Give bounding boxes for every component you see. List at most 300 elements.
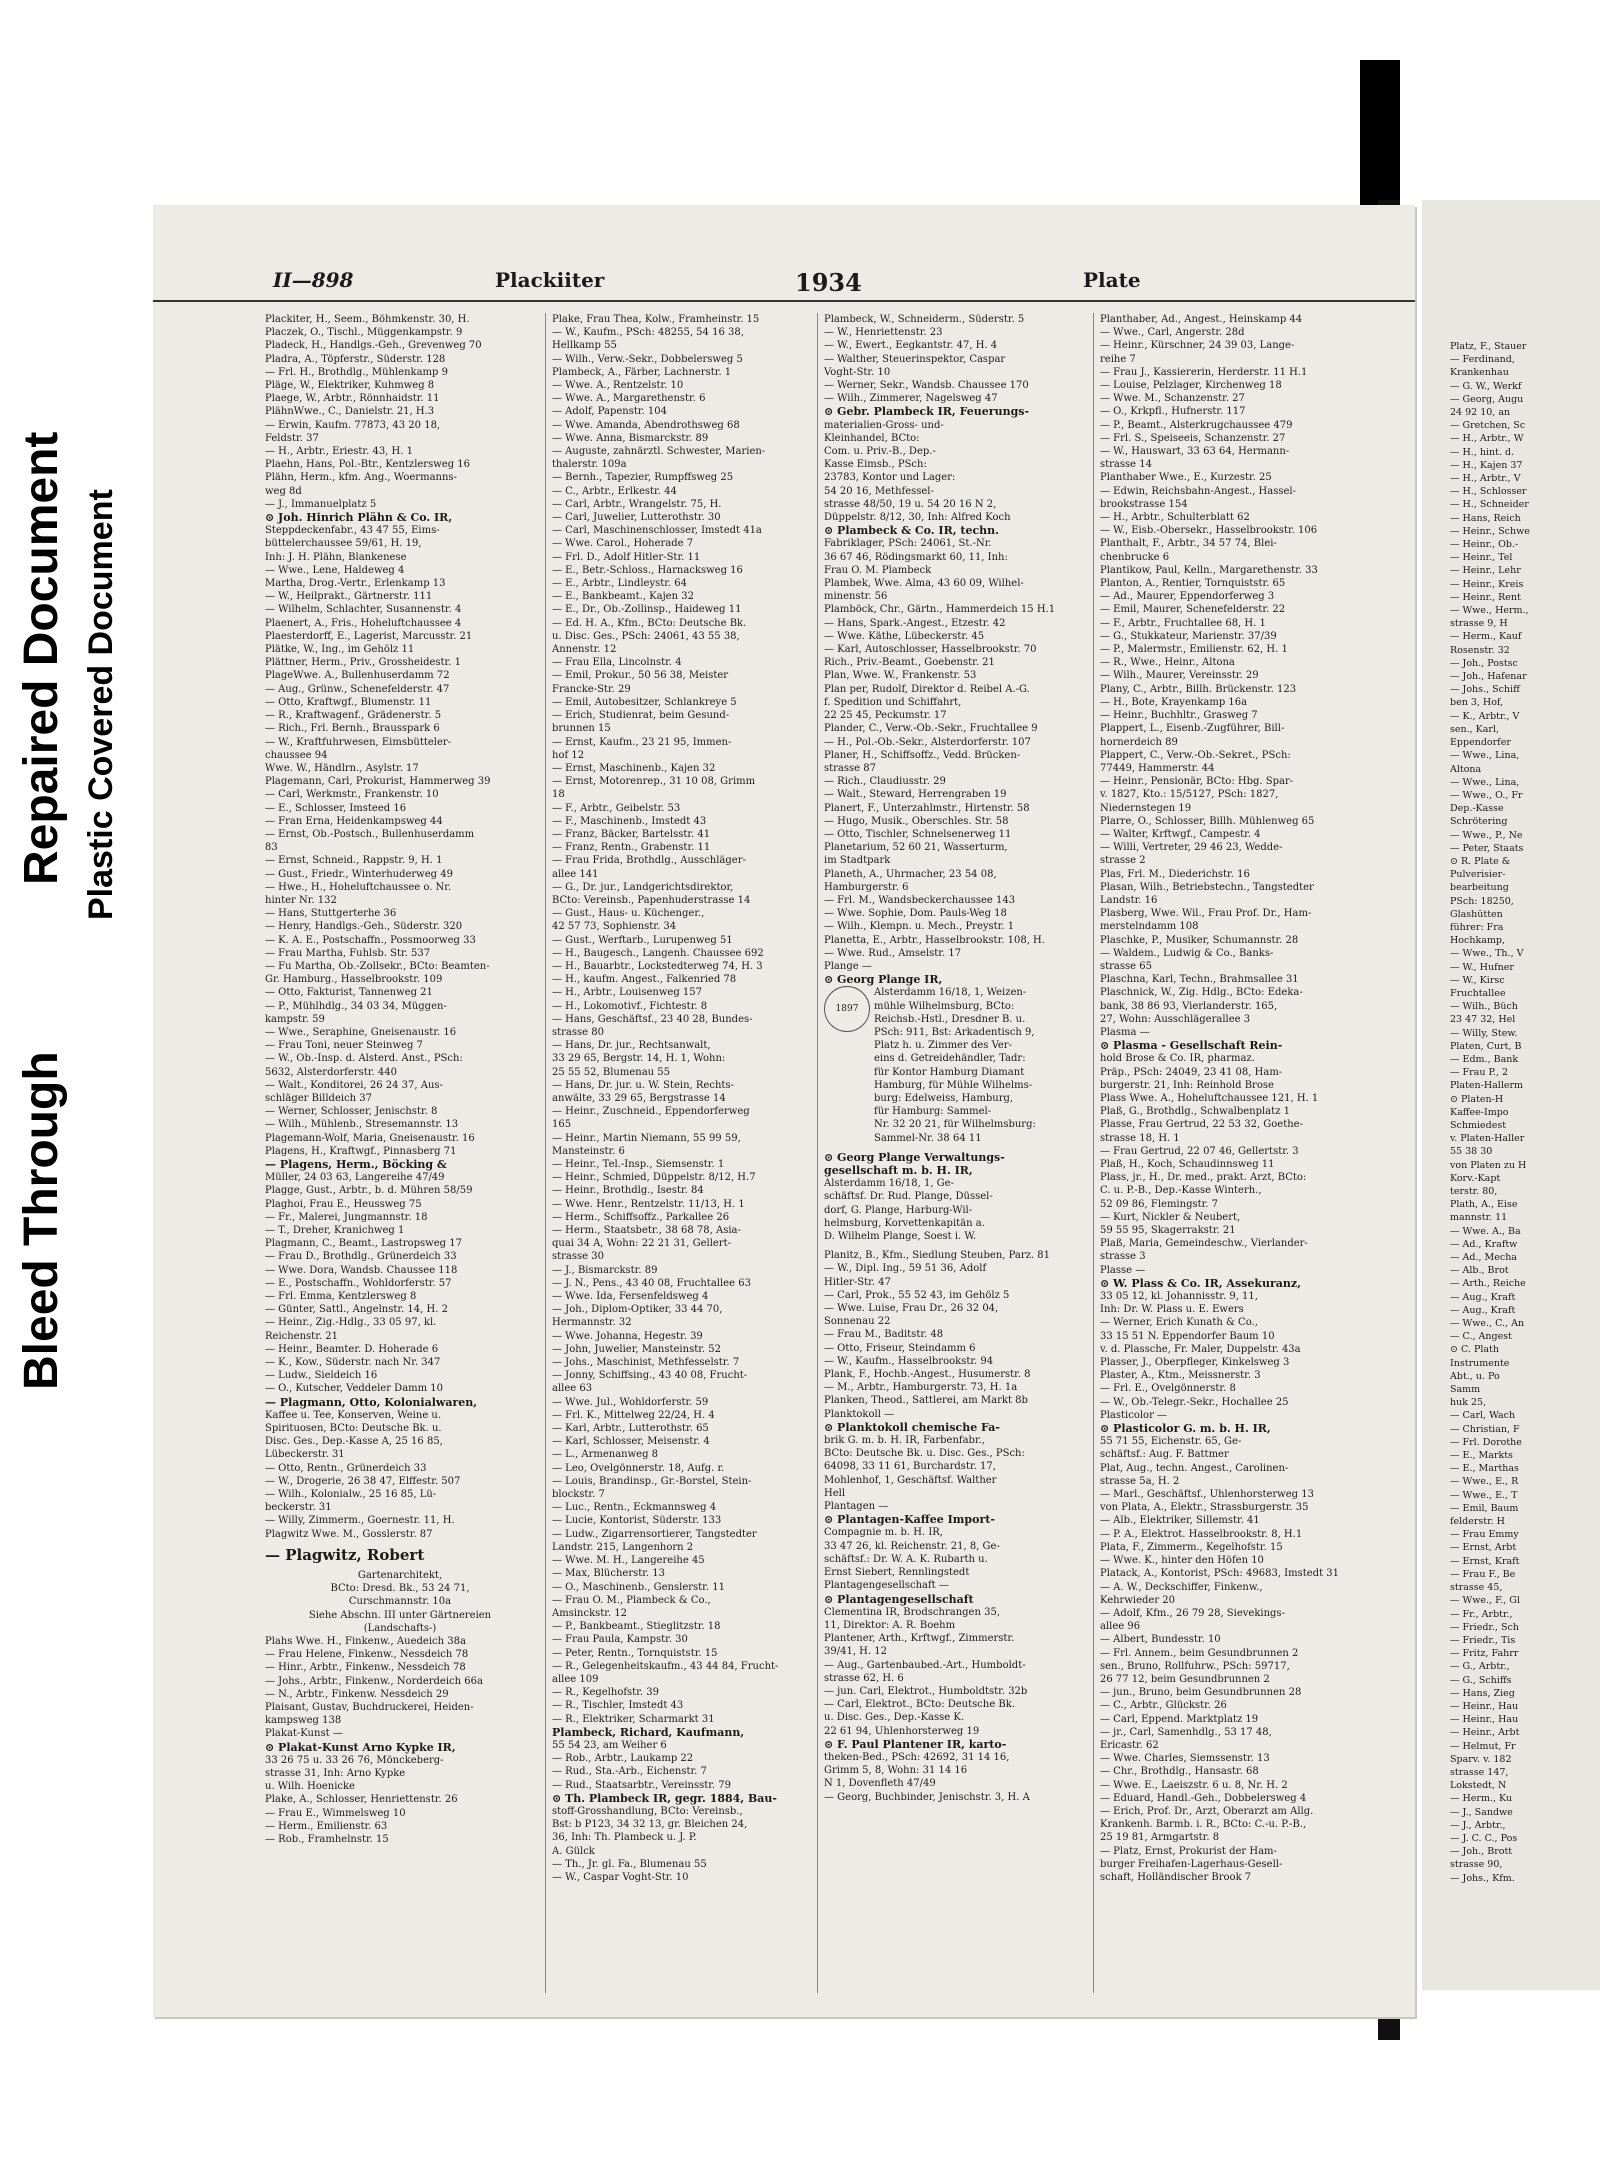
directory-entry: Plaß, H., Koch, Schaudinnsweg 11 xyxy=(1100,1159,1275,1170)
directory-entry: — Frau E., Wimmelsweg 10 xyxy=(265,1807,406,1819)
directory-entry: — Herm., Schiffsoffz., Parkallee 26 xyxy=(552,1211,730,1223)
directory-entry: — Gust., Friedr., Winterhuderweg 49 xyxy=(265,868,453,880)
directory-entry: — H., Arbtr., Eriestr. 43, H. 1 xyxy=(265,446,413,458)
directory-entry: — G., Stukkateur, Marienstr. 37/39 xyxy=(1100,630,1277,642)
directory-entry: — Ed. H. A., Kfm., BCto: Deutsche Bk. xyxy=(552,617,747,629)
directory-entry: PSch: 911, Bst: Arkadentisch 9, xyxy=(874,1026,1035,1038)
directory-entry: — W., Ob.-Insp. d. Alsterd. Anst., PSch: xyxy=(265,1053,463,1065)
directory-entry: Plättner, Herm., Priv., Grossheidestr. 1 xyxy=(265,657,461,669)
directory-entry: — Erwin, Kaufm. 77873, 43 20 18, xyxy=(265,419,441,431)
directory-entry: Plaisant, Gustav, Buchdruckerei, Heiden- xyxy=(265,1701,474,1713)
directory-entry: — Walt., Konditorei, 26 24 37, Aus- xyxy=(265,1079,443,1091)
directory-entry: Hamburg, für Mühle Wilhelms- xyxy=(874,1079,1033,1091)
directory-entry: — Herm., Kauf xyxy=(1450,631,1522,643)
directory-entry: ⊙ Plakat-Kunst Arno Kypke IR, xyxy=(265,1740,456,1754)
directory-entry: Plaehn, Hans, Pol.-Btr., Kentzlersweg 16 xyxy=(265,459,470,471)
directory-entry: — W., Heilprakt., Gärtnerstr. 111 xyxy=(265,591,433,603)
directory-entry: — Johs., Maschinist, Methfesselstr. 7 xyxy=(552,1357,740,1369)
directory-entry: — Georg, Augu xyxy=(1450,393,1524,405)
directory-entry: — Joh., Brott xyxy=(1450,1846,1513,1858)
directory-entry: — W., Eisb.-Obersekr., Hasselbrookstr. 106 xyxy=(1100,525,1318,537)
directory-entry: Inh: Dr. W. Plass u. E. Ewers xyxy=(1100,1304,1244,1316)
directory-entry: 165 xyxy=(552,1119,572,1131)
directory-entry: beckerstr. 31 xyxy=(265,1502,332,1514)
directory-entry: — Ernst, Schneid., Rappstr. 9, H. 1 xyxy=(265,855,443,867)
directory-entry: — E., Markts xyxy=(1450,1450,1513,1462)
directory-entry: — Heinr., Martin Niemann, 55 99 59, xyxy=(552,1132,741,1144)
directory-entry: — Wwe. E., Laeiszstr. 6 u. 8, Nr. H. 2 xyxy=(1100,1779,1288,1791)
directory-entry: — Wilh., Mühlenb., Stresemannstr. 13 xyxy=(265,1119,459,1131)
directory-entry: Plagemann, Carl, Prokurist, Hammerweg 39 xyxy=(265,776,491,788)
directory-entry: — Kurt, Nickler & Neubert, xyxy=(1100,1211,1241,1223)
directory-entry: — Frau Paula, Kampstr. 30 xyxy=(552,1634,688,1646)
directory-entry: — P., Beamt., Alsterkrugchaussee 479 xyxy=(1100,419,1293,431)
directory-entry: — Carl, Arbtr., Wrangelstr. 75, H. xyxy=(552,498,722,510)
directory-entry: — Franz, Bäcker, Bartelsstr. 41 xyxy=(552,828,711,840)
directory-entry: ben 3, Hof, xyxy=(1450,697,1504,709)
directory-entry: — Heinr., Lehr xyxy=(1450,565,1521,577)
directory-entry: — Johs., Kfm. xyxy=(1450,1872,1515,1884)
directory-entry: — L., Armenanweg 8 xyxy=(552,1449,659,1461)
directory-entry: Plagge, Gust., Arbtr., b. d. Mühren 58/59 xyxy=(265,1185,473,1197)
directory-entry: — Wwe. Carol., Hoherade 7 xyxy=(552,538,694,550)
directory-entry: — Wwe. Dora, Wandsb. Chaussee 118 xyxy=(265,1264,458,1276)
directory-entry: — Emil, Maurer, Schenefelderstr. 22 xyxy=(1100,604,1286,616)
directory-entry: mannstr. 11 xyxy=(1450,1212,1508,1224)
directory-entry: — H., Arbtr., W xyxy=(1450,433,1524,445)
directory-entry: Plantagen — xyxy=(824,1501,889,1513)
directory-entry: Spirituosen, BCto: Deutsche Bk. u. xyxy=(265,1423,442,1435)
directory-entry: 55 38 30 xyxy=(1450,1146,1493,1158)
directory-entry: 25 55 52, Blumenau 55 xyxy=(552,1066,671,1078)
column-3-bottom xyxy=(824,1249,1090,1804)
directory-entry: — C., Arbtr., Glückstr. 26 xyxy=(1100,1700,1227,1712)
directory-entry: allee 63 xyxy=(552,1383,593,1395)
directory-entry: 52 09 86, Flemingstr. 7 xyxy=(1100,1198,1219,1210)
directory-entry: — Edwin, Reichsbahn-Angest., Hassel- xyxy=(1100,485,1296,497)
directory-entry: — Frl. D., Adolf Hitler-Str. 11 xyxy=(552,551,701,563)
directory-entry: 23783, Kontor und Lager: xyxy=(824,472,956,484)
header-last-word: Plate xyxy=(1083,268,1141,292)
directory-entry: — W., Caspar Voght-Str. 10 xyxy=(552,1871,689,1883)
directory-entry: — Hans, Zieg xyxy=(1450,1687,1515,1699)
directory-entry: Instrumente xyxy=(1450,1357,1510,1369)
directory-entry: Altona xyxy=(1450,763,1482,775)
directory-entry: — Wwe. M. H., Langereihe 45 xyxy=(552,1555,705,1567)
directory-entry: — Wilh., Kolonialw., 25 16 85, Lü- xyxy=(265,1489,437,1501)
directory-entry: — Frl. M., Wandsbeckerchaussee 143 xyxy=(824,894,1016,906)
directory-entry: strasse 30 xyxy=(552,1251,604,1263)
directory-entry: — Herm., Emilienstr. 63 xyxy=(265,1820,388,1832)
directory-entry: Frau O. M. Plambeck xyxy=(824,564,932,576)
directory-entry: — W., Kaufm., PSch: 48255, 54 16 38, xyxy=(552,327,744,339)
directory-entry: anwälte, 33 29 65, Bergstrasse 14 xyxy=(552,1092,726,1104)
directory-entry: Krankenh. Barmb. i. R., BCto: C.-u. P.-B., xyxy=(1100,1819,1307,1831)
directory-entry: felderstr. H xyxy=(1450,1516,1505,1528)
directory-entry: — R., Gelegenheitskaufm., 43 44 84, Frucht- xyxy=(552,1660,779,1672)
directory-entry: — T., Dreher, Kranichweg 1 xyxy=(265,1225,405,1237)
directory-entry: Planer, H., Schiffsoffz., Vedd. Brücken- xyxy=(824,749,1021,761)
directory-entry: — Frl. S., Speiseeis, Schanzenstr. 27 xyxy=(1100,432,1286,444)
feature-plange-verwaltung-name: ⊙ Georg Plange Verwaltungs- xyxy=(824,1150,1005,1164)
directory-entry: BCto: Deutsche Bk. u. Disc. Ges., PSch: xyxy=(824,1448,1025,1460)
directory-entry: Düppelstr. 8/12, 30, Inh: Alfred Koch xyxy=(824,512,1011,524)
directory-entry: — Günter, Sattl., Angelnstr. 14, H. 2 xyxy=(265,1304,448,1316)
directory-entry: — Wwe. Ida, Fersenfeldsweg 4 xyxy=(552,1291,709,1303)
directory-entry: — Wwe., E., R xyxy=(1450,1476,1519,1488)
directory-entry: — Waldem., Ludwig & Co., Banks- xyxy=(1100,947,1274,959)
directory-entry: Hell xyxy=(824,1487,846,1499)
directory-entry: — Hans, Reich xyxy=(1450,512,1521,524)
directory-entry: Plaege, W., Arbtr., Rönnhaidstr. 11 xyxy=(265,393,440,405)
directory-entry: hof 12 xyxy=(552,749,585,761)
directory-entry: — Max, Blücherstr. 13 xyxy=(552,1568,666,1580)
directory-entry: — Wilh., Klempn. u. Mech., Preystr. 1 xyxy=(824,921,1015,933)
directory-entry: — Ferdinand, xyxy=(1450,354,1515,366)
directory-entry: huk 25, xyxy=(1450,1397,1487,1409)
directory-entry: kampstr. 59 xyxy=(265,1013,325,1025)
directory-entry: Plagens, H., Kraftwgf., Pinnasberg 71 xyxy=(265,1145,457,1157)
directory-entry: — Frau Emmy xyxy=(1450,1529,1519,1541)
column-2-entries xyxy=(552,313,814,1884)
directory-entry: C. u. P.-B., Dep.-Kasse Winterh., xyxy=(1100,1185,1262,1197)
directory-entry: Plaenert, A., Fris., Hoheluftchaussee 4 xyxy=(265,617,462,629)
directory-entry: — Henry, Handlgs.-Geh., Süderstr. 320 xyxy=(265,921,463,933)
directory-entry: 5632, Alsterdorferstr. 440 xyxy=(265,1066,397,1078)
directory-entry: Plasse — xyxy=(1100,1264,1146,1276)
directory-entry: — Heinr., Rent xyxy=(1450,591,1521,603)
directory-entry: — W., Dipl. Ing., 59 51 36, Adolf xyxy=(824,1263,987,1275)
directory-entry: ⊙ W. Plass & Co. IR, Assekuranz, xyxy=(1100,1276,1301,1290)
directory-entry: 39/41, H. 12 xyxy=(824,1646,887,1658)
directory-entry: — Eduard, Handl.-Geh., Dobbelersweg 4 xyxy=(1100,1792,1307,1804)
feature-plagwitz-name: — Plagwitz, Robert xyxy=(265,1545,425,1564)
directory-entry: — Wilh., Verw.-Sekr., Dobbelersweg 5 xyxy=(552,353,743,365)
directory-entry: Plake, A., Schlosser, Henriettenstr. 26 xyxy=(265,1794,458,1806)
directory-entry: thalerstr. 109a xyxy=(552,459,627,471)
directory-entry: — R., Elektriker, Scharmarkt 31 xyxy=(552,1713,715,1725)
directory-entry: — Otto, Tischler, Schnelsenerweg 11 xyxy=(824,828,1012,840)
directory-entry: — jun., Bruno, beim Gesundbrunnen 28 xyxy=(1100,1687,1302,1699)
directory-entry: schäftsf.: Aug. F. Battmer xyxy=(1100,1449,1229,1461)
directory-entry: — Johs., Schiff xyxy=(1450,684,1520,696)
directory-entry: — Wwe. Charles, Siemssenstr. 13 xyxy=(1100,1753,1270,1765)
directory-entry: 24 92 10, an xyxy=(1450,407,1511,419)
directory-entry: — Heinr., Hau xyxy=(1450,1714,1519,1726)
directory-entry: — W., Ewert., Eegkantstr. 47, H. 4 xyxy=(824,340,998,352)
directory-entry: — Rud., Sta.-Arb., Eichenstr. 7 xyxy=(552,1766,707,1778)
directory-entry: büttelerchaussee 59/61, H. 19, xyxy=(265,538,422,550)
directory-entry: Bst: b P123, 34 32 13, gr. Bleichen 24, xyxy=(552,1819,748,1831)
directory-entry: Platz h. u. Zimmer des Ver- xyxy=(874,1040,1012,1052)
directory-entry: — Heinr., Tel.-Insp., Siemsenstr. 1 xyxy=(552,1159,725,1170)
directory-entry: Pladeck, H., Handlgs.-Geh., Grevenweg 70 xyxy=(265,340,482,352)
directory-entry: Plake, Frau Thea, Kolw., Framheinstr. 15 xyxy=(552,314,760,325)
directory-entry: Planert, F., Unterzahlmstr., Hirtenstr. 58 xyxy=(824,802,1030,814)
directory-entry: Inh: J. H. Plähn, Blankenese xyxy=(265,551,407,563)
adjacent-page-fragment xyxy=(1422,200,1600,1990)
directory-entry: — E., Postschaffn., Wohldorferstr. 57 xyxy=(265,1277,452,1289)
directory-entry: Plakat-Kunst — xyxy=(265,1728,343,1740)
directory-entry: — Christian, F xyxy=(1450,1423,1520,1435)
directory-entry: Alsterdamm 16/18, 1, Weizen- xyxy=(874,987,1027,999)
directory-entry: Plaschnick, W., Zig. Hdlg., BCto: Edeka- xyxy=(1100,987,1303,999)
directory-entry: v. 1827, Kto.: 15/5127, PSch: 1827, xyxy=(1100,789,1279,801)
directory-entry: — F., Maschinenb., Imstedt 43 xyxy=(552,815,707,827)
directory-entry: — E., Betr.-Schloss., Harnacksweg 16 xyxy=(552,564,743,576)
directory-entry: Plasse, Frau Gertrud, 22 53 32, Goethe- xyxy=(1100,1119,1303,1131)
directory-entry: — Hans, Dr. jur., Rechtsanwalt, xyxy=(552,1040,711,1052)
directory-entry: Müller, 24 03 63, Langereihe 47/49 xyxy=(265,1172,445,1184)
directory-entry: — Frau Martha, Fuhlsb. Str. 537 xyxy=(265,947,431,959)
directory-entry: — Wwe., F., Gl xyxy=(1450,1595,1520,1607)
directory-entry: hornerdeich 89 xyxy=(1100,736,1178,748)
directory-entry: von Platen zu H xyxy=(1450,1159,1527,1171)
directory-entry: stoff-Grosshandlung, BCto: Vereinsb., xyxy=(552,1805,743,1817)
directory-entry: — H., Pol.-Ob.-Sekr., Alsterdorferstr. 107 xyxy=(824,736,1031,748)
directory-entry: eins d. Getreidehändler, Tadr: xyxy=(874,1053,1026,1065)
directory-entry: strasse 3 xyxy=(1100,1251,1146,1263)
directory-entry: — Carl, Maschinenschlosser, Imstedt 41a xyxy=(552,525,762,537)
directory-entry: Landstr. 16 xyxy=(1100,894,1158,906)
directory-entry: — Carl, Werkmstr., Frankenstr. 10 xyxy=(265,789,439,801)
directory-entry: Abt., u. Po xyxy=(1450,1370,1500,1382)
directory-entry: — Wwe., Carl, Angerstr. 28d xyxy=(1100,327,1245,339)
directory-entry: — E., Marthas xyxy=(1450,1463,1519,1475)
directory-entry: — P., Malermstr., Emilienstr. 62, H. 1 xyxy=(1100,644,1288,656)
directory-entry: Plander, C., Verw.-Ob.-Sekr., Fruchtallee 9 xyxy=(824,723,1038,735)
directory-entry: Rich., Priv.-Beamt., Goebenstr. 21 xyxy=(824,657,995,669)
directory-entry: — Albert, Bundesstr. 10 xyxy=(1100,1634,1221,1646)
directory-entry: — G., Arbtr., xyxy=(1450,1661,1510,1673)
directory-entry: Placzek, O., Tischl., Müggenkampstr. 9 xyxy=(265,327,463,339)
feature-georg-plange-lines xyxy=(874,986,1036,1144)
directory-entry: — Frau J., Kassiererin, Herderstr. 11 H.1 xyxy=(1100,366,1308,378)
directory-entry: — G. W., Werkf xyxy=(1450,380,1522,392)
directory-entry: Krankenhau xyxy=(1450,367,1509,379)
directory-entry: Präp., PSch: 24049, 23 41 08, Ham- xyxy=(1100,1066,1283,1078)
directory-entry: — Jonny, Schiffsing., 43 40 08, Frucht- xyxy=(552,1370,748,1382)
directory-entry: — Ad., Mecha xyxy=(1450,1252,1517,1264)
directory-entry: — Johs., Arbtr., Finkenw., Norderdeich 66a xyxy=(265,1675,483,1687)
directory-entry: — G., Schiffs xyxy=(1450,1674,1512,1686)
directory-entry: Kaffee u. Tee, Konserven, Weine u. xyxy=(265,1409,442,1421)
directory-entry: Plan, Wwe. W., Frankenstr. 53 xyxy=(824,670,977,682)
directory-entry: Amsinckstr. 12 xyxy=(552,1607,628,1619)
directory-entry: — H., kaufm. Angest., Falkenried 78 xyxy=(552,974,737,986)
directory-entry: Hermannstr. 32 xyxy=(552,1317,632,1329)
directory-entry: Gr. Hamburg., Hasselbrookstr. 109 xyxy=(265,974,443,986)
directory-entry: — H., Schneider xyxy=(1450,499,1529,511)
directory-entry: von Plata, A., Elektr., Strassburgerstr. 35 xyxy=(1100,1502,1309,1514)
directory-entry: — Carl, Prok., 55 52 43, im Gehölz 5 xyxy=(824,1289,1010,1301)
directory-entry: 77449, Hammerstr. 44 xyxy=(1100,762,1215,774)
directory-entry: Plambek, Wwe. Alma, 43 60 09, Wilhel- xyxy=(824,578,1024,590)
directory-entry: Curschmannstr. 10a xyxy=(348,1596,452,1608)
directory-entry: Plaster, A., Ktm., Meissnerstr. 3 xyxy=(1100,1370,1261,1382)
directory-entry: ⊙ Plambeck & Co. IR, techn. xyxy=(824,524,999,538)
directory-entry: — Aug., Gartenbaubed.-Art., Humboldt- xyxy=(824,1659,1026,1671)
directory-entry: Plantikow, Paul, Kelln., Margarethenstr. 33 xyxy=(1100,564,1318,576)
directory-entry: allee 96 xyxy=(1100,1621,1141,1633)
directory-entry: 54 20 16, Methfessel- xyxy=(824,485,934,497)
directory-entry: — Wwe. Anna, Bismarckstr. 89 xyxy=(552,432,709,444)
directory-entry: minenstr. 56 xyxy=(824,591,888,603)
directory-entry: Grimm 5, 8, Wohn: 31 14 16 xyxy=(824,1765,968,1777)
directory-entry: schaft, Holländischer Brook 7 xyxy=(1100,1871,1252,1883)
directory-entry: schäftsf.: Dr. W. A. K. Rubarth u. xyxy=(824,1553,988,1565)
directory-entry: strasse 2 xyxy=(1100,855,1146,867)
directory-entry: allee 141 xyxy=(552,868,599,880)
directory-entry: Mansteinstr. 6 xyxy=(552,1145,625,1157)
directory-entry: Pulverisier- xyxy=(1450,869,1506,881)
directory-entry: — W., Kraftfuhrwesen, Eimsbütteler- xyxy=(265,736,452,748)
directory-entry: N 1, Dovenfleth 47/49 xyxy=(824,1778,936,1790)
directory-entry: — Wwe., E., T xyxy=(1450,1489,1518,1501)
directory-entry: — Peter, Staats xyxy=(1450,842,1524,854)
directory-entry: reihe 7 xyxy=(1100,353,1136,365)
directory-entry: Fabriklager, PSch: 24061, St.-Nr. xyxy=(824,538,992,550)
directory-entry: 83 xyxy=(265,842,278,854)
directory-entry: 55 54 23, am Weiher 6 xyxy=(552,1739,667,1751)
directory-entry: Plaschna, Karl, Techn., Brahmsallee 31 xyxy=(1100,974,1299,986)
directory-entry: — John, Juwelier, Mansteinstr. 52 xyxy=(552,1343,721,1355)
directory-entry: — Frl. Emma, Kentzlersweg 8 xyxy=(265,1291,417,1303)
directory-entry: — Herm., Staatsbetr., 38 68 78, Asia- xyxy=(552,1225,741,1237)
directory-entry: — Friedr., Tis xyxy=(1450,1634,1516,1646)
directory-entry: ⊙ Joh. Hinrich Plähn & Co. IR, xyxy=(265,511,453,525)
directory-entry: — Fr., Malerei, Jungmannstr. 18 xyxy=(265,1211,428,1223)
directory-entry: — Heinr., Tel xyxy=(1450,552,1513,564)
directory-entry: — J., Arbtr., xyxy=(1450,1819,1506,1831)
directory-entry: — Wwe. Käthe, Lübeckerstr. 45 xyxy=(824,630,985,642)
directory-entry: — Otto, Fakturist, Tannenweg 21 xyxy=(265,987,433,999)
directory-entry: PlageWwe. A., Bullenhuserdamm 72 xyxy=(265,670,450,682)
directory-entry: Plambeck, W., Schneiderm., Süderstr. 5 xyxy=(824,314,1025,325)
directory-entry: — R., Kegelhofstr. 39 xyxy=(552,1687,659,1699)
directory-entry: chaussee 94 xyxy=(265,749,328,761)
directory-entry: — Alb., Brot xyxy=(1450,1265,1509,1277)
directory-entry: — Otto, Rentn., Grünerdeich 33 xyxy=(265,1462,427,1474)
directory-entry: — Platz, Ernst, Prokurist der Ham- xyxy=(1100,1845,1277,1857)
directory-entry: — Wwe. Johanna, Hegestr. 39 xyxy=(552,1330,703,1342)
directory-entry: Platack, A., Kontorist, PSch: 49683, Imstedt 31 xyxy=(1100,1568,1339,1580)
directory-entry: strasse 48/50, 19 u. 54 20 16 N 2, xyxy=(824,498,997,510)
directory-entry: Reichenstr. 21 xyxy=(265,1330,338,1342)
directory-entry: Disc. Ges., Dep.-Kasse A, 25 16 85, xyxy=(265,1436,443,1448)
directory-entry: 33 29 65, Bergstr. 14, H. 1, Wohn: xyxy=(552,1053,726,1065)
tag-repaired-document: Repaired Document xyxy=(15,431,68,885)
directory-entry: Fruchtallee xyxy=(1450,987,1506,999)
directory-entry: — Hans, Stuttgerterhe 36 xyxy=(265,908,397,920)
directory-entry: burgerstr. 21, Inh: Reinhold Brose xyxy=(1100,1079,1274,1091)
directory-entry: — W., Ob.-Telegr.-Sekr., Hochallee 25 xyxy=(1100,1396,1289,1408)
directory-entry: — Willy, Zimmerm., Goernestr. 11, H. xyxy=(265,1515,455,1527)
directory-entry: ⊙ Th. Plambeck IR, gegr. 1884, Bau- xyxy=(552,1791,777,1805)
directory-entry: Planton, A., Rentier, Tornquiststr. 65 xyxy=(1100,578,1286,590)
directory-entry: — Heinr., Zig.-Hdlg., 33 05 97, kl. xyxy=(265,1317,437,1329)
tag-bleed-through: Bleed Through xyxy=(15,1051,68,1390)
directory-entry: Mohlenhof, 1, Geschäftsf. Walther xyxy=(824,1474,997,1486)
directory-entry: schläger Billdeich 37 xyxy=(265,1092,373,1104)
directory-entry: chenbrucke 6 xyxy=(1100,551,1170,563)
column-4-entries xyxy=(1100,313,1378,1884)
directory-entry: — H., Lokomotivf., Fichtestr. 8 xyxy=(552,1000,708,1012)
directory-entry: — Werner, Erich Kunath & Co., xyxy=(1100,1317,1258,1329)
directory-page xyxy=(153,205,1415,2017)
directory-entry: Kasse Eimsb., PSch: xyxy=(824,459,927,471)
directory-entry: Plas, Frl. M., Diederichstr. 16 xyxy=(1100,868,1250,880)
directory-entry: — R., Tischler, Imstedt 43 xyxy=(552,1700,684,1712)
directory-entry: — E., Schlosser, Imsteed 16 xyxy=(265,802,407,814)
directory-entry: — W., Drogerie, 26 38 47, Elffestr. 507 xyxy=(265,1475,461,1487)
directory-entry: kampsweg 138 xyxy=(265,1715,342,1727)
directory-entry: Plantagengesellschaft — xyxy=(824,1580,949,1592)
directory-entry: — Wwe., O., Fr xyxy=(1450,789,1523,801)
directory-entry: Sparv. v. 182 xyxy=(1450,1753,1512,1765)
directory-entry: — Louis, Brandinsp., Gr.-Borstel, Stein- xyxy=(552,1475,752,1487)
directory-entry: Nr. 32 20 21, für Wilhelmsburg: xyxy=(874,1119,1036,1131)
directory-entry: bank, 38 86 93, Vierlanderstr. 165, xyxy=(1100,1000,1278,1012)
directory-entry: theken-Bed., PSch: 42692, 31 14 16, xyxy=(824,1751,1010,1763)
directory-entry: — O., Kutscher, Veddeler Damm 10 xyxy=(265,1383,444,1395)
directory-entry: — Arth., Reiche xyxy=(1450,1278,1526,1290)
directory-entry: 22 61 94, Uhlenhorsterweg 19 xyxy=(824,1725,980,1737)
directory-entry: sen., Bruno, Rollfuhrw., PSch: 59717, xyxy=(1100,1660,1290,1672)
directory-entry: — J., Sandwe xyxy=(1450,1806,1513,1818)
directory-entry: — E., Arbtr., Lindleystr. 64 xyxy=(552,578,688,590)
directory-entry: — Willi, Vertreter, 29 46 23, Wedde- xyxy=(1100,842,1283,854)
directory-entry: — Ad., Maurer, Eppendorferweg 3 xyxy=(1100,591,1275,603)
directory-entry: — Carl, Eppend. Marktplatz 19 xyxy=(1100,1713,1259,1725)
directory-entry: Plank, F., Hochb.-Angest., Husumerstr. 8 xyxy=(824,1369,1031,1381)
directory-entry: — H., Arbtr., V xyxy=(1450,473,1521,485)
directory-entry: Steppdeckenfabr., 43 47 55, Eims- xyxy=(265,525,440,537)
directory-entry: 36 67 46, Rödingsmarkt 60, 11, Inh: xyxy=(824,551,1008,563)
directory-entry: — H., Kajen 37 xyxy=(1450,459,1523,471)
directory-entry: 22 25 45, Peckumstr. 17 xyxy=(824,710,947,722)
directory-entry: PSch: 18250, xyxy=(1450,895,1514,907)
directory-entry: Planktokoll — xyxy=(824,1408,895,1420)
directory-entry: burger Freihafen-Lagerhaus-Gesell- xyxy=(1100,1858,1283,1870)
directory-entry: — Frau Helene, Finkenw., Nessdeich 78 xyxy=(265,1649,469,1661)
directory-entry: — Frau Toni, neuer Steinweg 7 xyxy=(265,1040,423,1052)
directory-entry: — Edm., Bank xyxy=(1450,1053,1519,1065)
directory-entry: strasse 9, H xyxy=(1450,618,1508,630)
directory-entry: — Alb., Elektriker, Sillemstr. 41 xyxy=(1100,1515,1260,1527)
directory-entry: — Frau O. M., Plambeck & Co., xyxy=(552,1594,711,1606)
directory-entry: — Wwe. Amanda, Abendrothsweg 68 xyxy=(552,419,740,431)
directory-entry: Lokstedt, N xyxy=(1450,1780,1507,1792)
directory-entry: strasse 62, H. 6 xyxy=(824,1672,904,1684)
directory-entry: 27, Wohn: Ausschlägerallee 3 xyxy=(1100,1013,1251,1025)
directory-entry: Plaß, Maria, Gemeindeschw., Vierlander- xyxy=(1100,1238,1308,1250)
directory-entry: Korv.-Kapt xyxy=(1450,1172,1501,1184)
directory-entry: — Frl. H., Brothdlg., Mühlenkamp 9 xyxy=(265,366,448,378)
directory-entry: — Willy, Stew. xyxy=(1450,1027,1518,1039)
directory-entry: — Heinr., Pensionär, BCto: Hbg. Spar- xyxy=(1100,776,1294,788)
directory-entry: Plan per, Rudolf, Direktor d. Reibel A.-G. xyxy=(824,683,1030,695)
directory-entry: — Fu Martha, Ob.-Zollsekr., BCto: Beamten- xyxy=(265,960,490,972)
directory-entry: Planthaber, Ad., Angest., Heinskamp 44 xyxy=(1100,314,1303,325)
directory-entry: — Plagens, Herm., Böcking & xyxy=(265,1158,447,1171)
directory-entry: — Frau F., Be xyxy=(1450,1568,1516,1580)
directory-entry: — Heinr., Kreis xyxy=(1450,578,1524,590)
directory-entry: — Wwe., Lene, Haldeweg 4 xyxy=(265,564,405,576)
directory-entry: — Gust., Werftarb., Lurupenweg 51 xyxy=(552,934,733,946)
directory-entry: — H., Bote, Krayenkamp 16a xyxy=(1100,696,1248,708)
directory-entry: — F., Arbtr., Geibelstr. 53 xyxy=(552,802,681,814)
